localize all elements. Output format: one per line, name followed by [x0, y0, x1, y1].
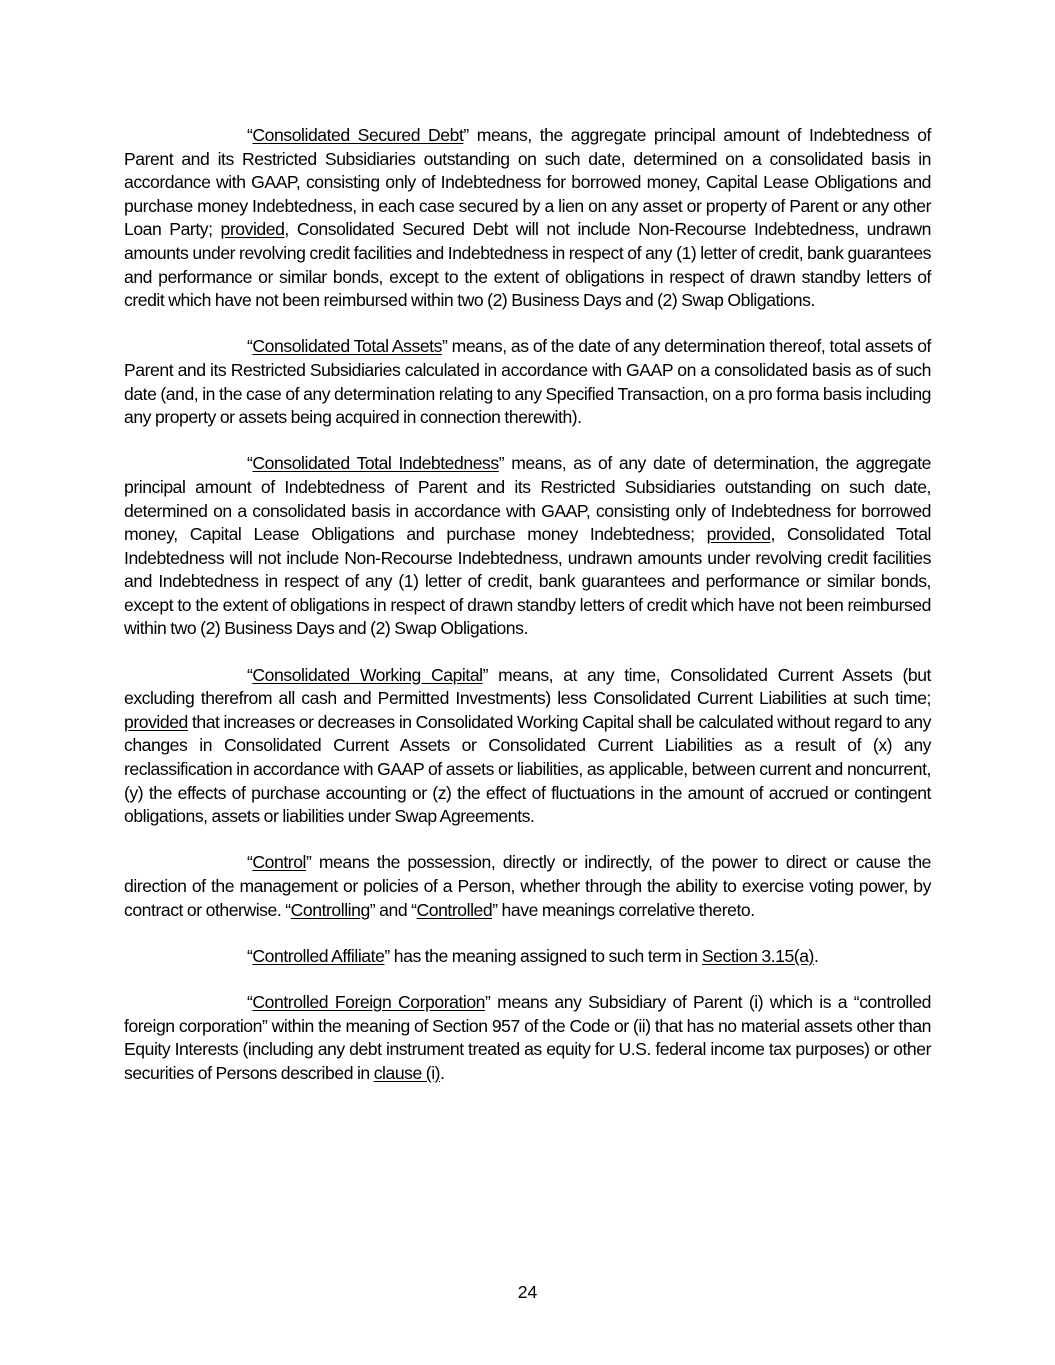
paragraph-text: “	[247, 453, 253, 474]
defined-term: Controlled Foreign Corporation	[252, 991, 486, 1012]
definitions-body	[124, 124, 931, 1108]
defined-term: Control	[252, 852, 306, 873]
paragraph-text: ” means, at any time, Consolidated Current Assets (but excluding therefrom all cash and Permitted Investments) less Consolidated Current Liabilities at such time;	[124, 664, 931, 709]
definition-control	[124, 851, 931, 922]
defined-term: Section 3.15(a)	[701, 945, 814, 966]
defined-term: Controlling	[290, 899, 370, 920]
defined-term: provided	[706, 524, 771, 545]
defined-term: Controlled	[416, 899, 493, 920]
paragraph-text: “	[247, 945, 253, 966]
page-number: 24	[517, 1282, 538, 1302]
paragraph-text: ” means, as of the date of any determination thereof, total assets of Parent and its Restricted Subsidiaries calculated in accordance with GAAP on a consolidated basis as of such date (and, in the case of any determination relating to any Specified Transaction, on a pro forma basis including any property or assets being acquired in connection therewith).	[124, 336, 931, 428]
paragraph-text: “	[247, 125, 253, 145]
defined-term: Consolidated Total Indebtedness	[252, 453, 499, 474]
paragraph-text: , Consolidated Secured Debt will not include Non-Recourse Indebtedness, undrawn amounts under revolving credit facilities and Indebtedness in respect of any (1) letter of credit, bank guarantees and performance or similar bonds, except to the extent of obligations in respect of drawn standby letters of credit which have not been reimbursed within two (2) Business Days and (2) Swap Obligations.	[124, 219, 932, 311]
paragraph-text: ” has the meaning assigned to such term in	[384, 945, 702, 966]
defined-term: Controlled Affiliate	[252, 945, 385, 966]
paragraph-text: “	[247, 991, 253, 1012]
definition-consolidated-total-indebtedness	[124, 452, 931, 641]
definition-consolidated-working-capital	[124, 664, 931, 829]
defined-term: provided	[124, 711, 188, 732]
definition-consolidated-total-assets	[124, 335, 931, 429]
paragraph-text: ” means, the aggregate principal amount of Indebtedness of Parent and its Restricted Subsidiaries outstanding on such date, determined on a consolidated basis in accordance with GAAP, consisting only of Indebtedness for borrowed money, Capital Lease Obligations and purchase money Indebtedness, in each case secured by a lien on any asset or property of Parent or any other Loan Party;	[124, 125, 931, 240]
paragraph-text: .	[813, 945, 819, 966]
paragraph-text: ” means, as of any date of determination, the aggregate principal amount of Indebtedness of Parent and its Restricted Subsidiaries outstanding on such date, determined on a consolidated basis in accordance with GAAP, consisting only of Indebtedness for borrowed money, Capital Lease Obligations and purchase money Indebtedness;	[124, 453, 931, 545]
definition-controlled-foreign-corporation	[124, 991, 931, 1085]
paragraph-text: .	[440, 1062, 445, 1083]
paragraph-text: ” and “	[369, 899, 417, 920]
definition-controlled-affiliate	[124, 945, 931, 969]
defined-term: provided	[220, 219, 285, 240]
paragraph-text: that increases or decreases in Consolidated Working Capital shall be calculated without regard to any changes in Consolidated Current Assets or Consolidated Current Liabilities as a result of (x) any reclassification in accordance with GAAP of assets or liabilities, as applicable, between current and noncurrent, (y) the effects of purchase accounting or (z) the effect of fluctuations in the amount of accrued or contingent obligations, assets or liabilities under Swap Agreements.	[124, 711, 931, 827]
paragraph-text: “	[247, 664, 253, 685]
paragraph-text: ” have meanings correlative thereto.	[492, 899, 755, 920]
defined-term: Consolidated Secured Debt	[252, 125, 464, 145]
paragraph-text: ” means any Subsidiary of Parent (i) which is a “controlled foreign corporation” within the meaning of Section 957 of the Code or (ii) that has no material assets other than Equity Interests (including any debt instrument treated as equity for U.S. federal income tax purposes) or other securities of Persons described in	[124, 991, 931, 1083]
paragraph-text: ” means the possession, directly or indirectly, of the power to direct or cause the direction of the management or policies of a Person, whether through the ability to exercise voting power, by contract or otherwise. “	[124, 852, 931, 920]
defined-term: clause (i)	[373, 1062, 441, 1083]
paragraph-text: “	[247, 336, 253, 357]
defined-term: Consolidated Working Capital	[252, 664, 483, 685]
defined-term: Consolidated Total Assets	[252, 336, 442, 357]
definition-consolidated-secured-debt	[124, 124, 931, 313]
paragraph-text: , Consolidated Total Indebtedness will not include Non-Recourse Indebtedness, undrawn amounts under revolving credit facilities and Indebtedness in respect of any (1) letter of credit, bank guarantees and performance or similar bonds, except to the extent of obligations in respect of drawn standby letters of credit which have not been reimbursed within two (2) Business Days and (2) Swap Obligations.	[124, 524, 932, 639]
paragraph-text: “	[247, 852, 253, 873]
